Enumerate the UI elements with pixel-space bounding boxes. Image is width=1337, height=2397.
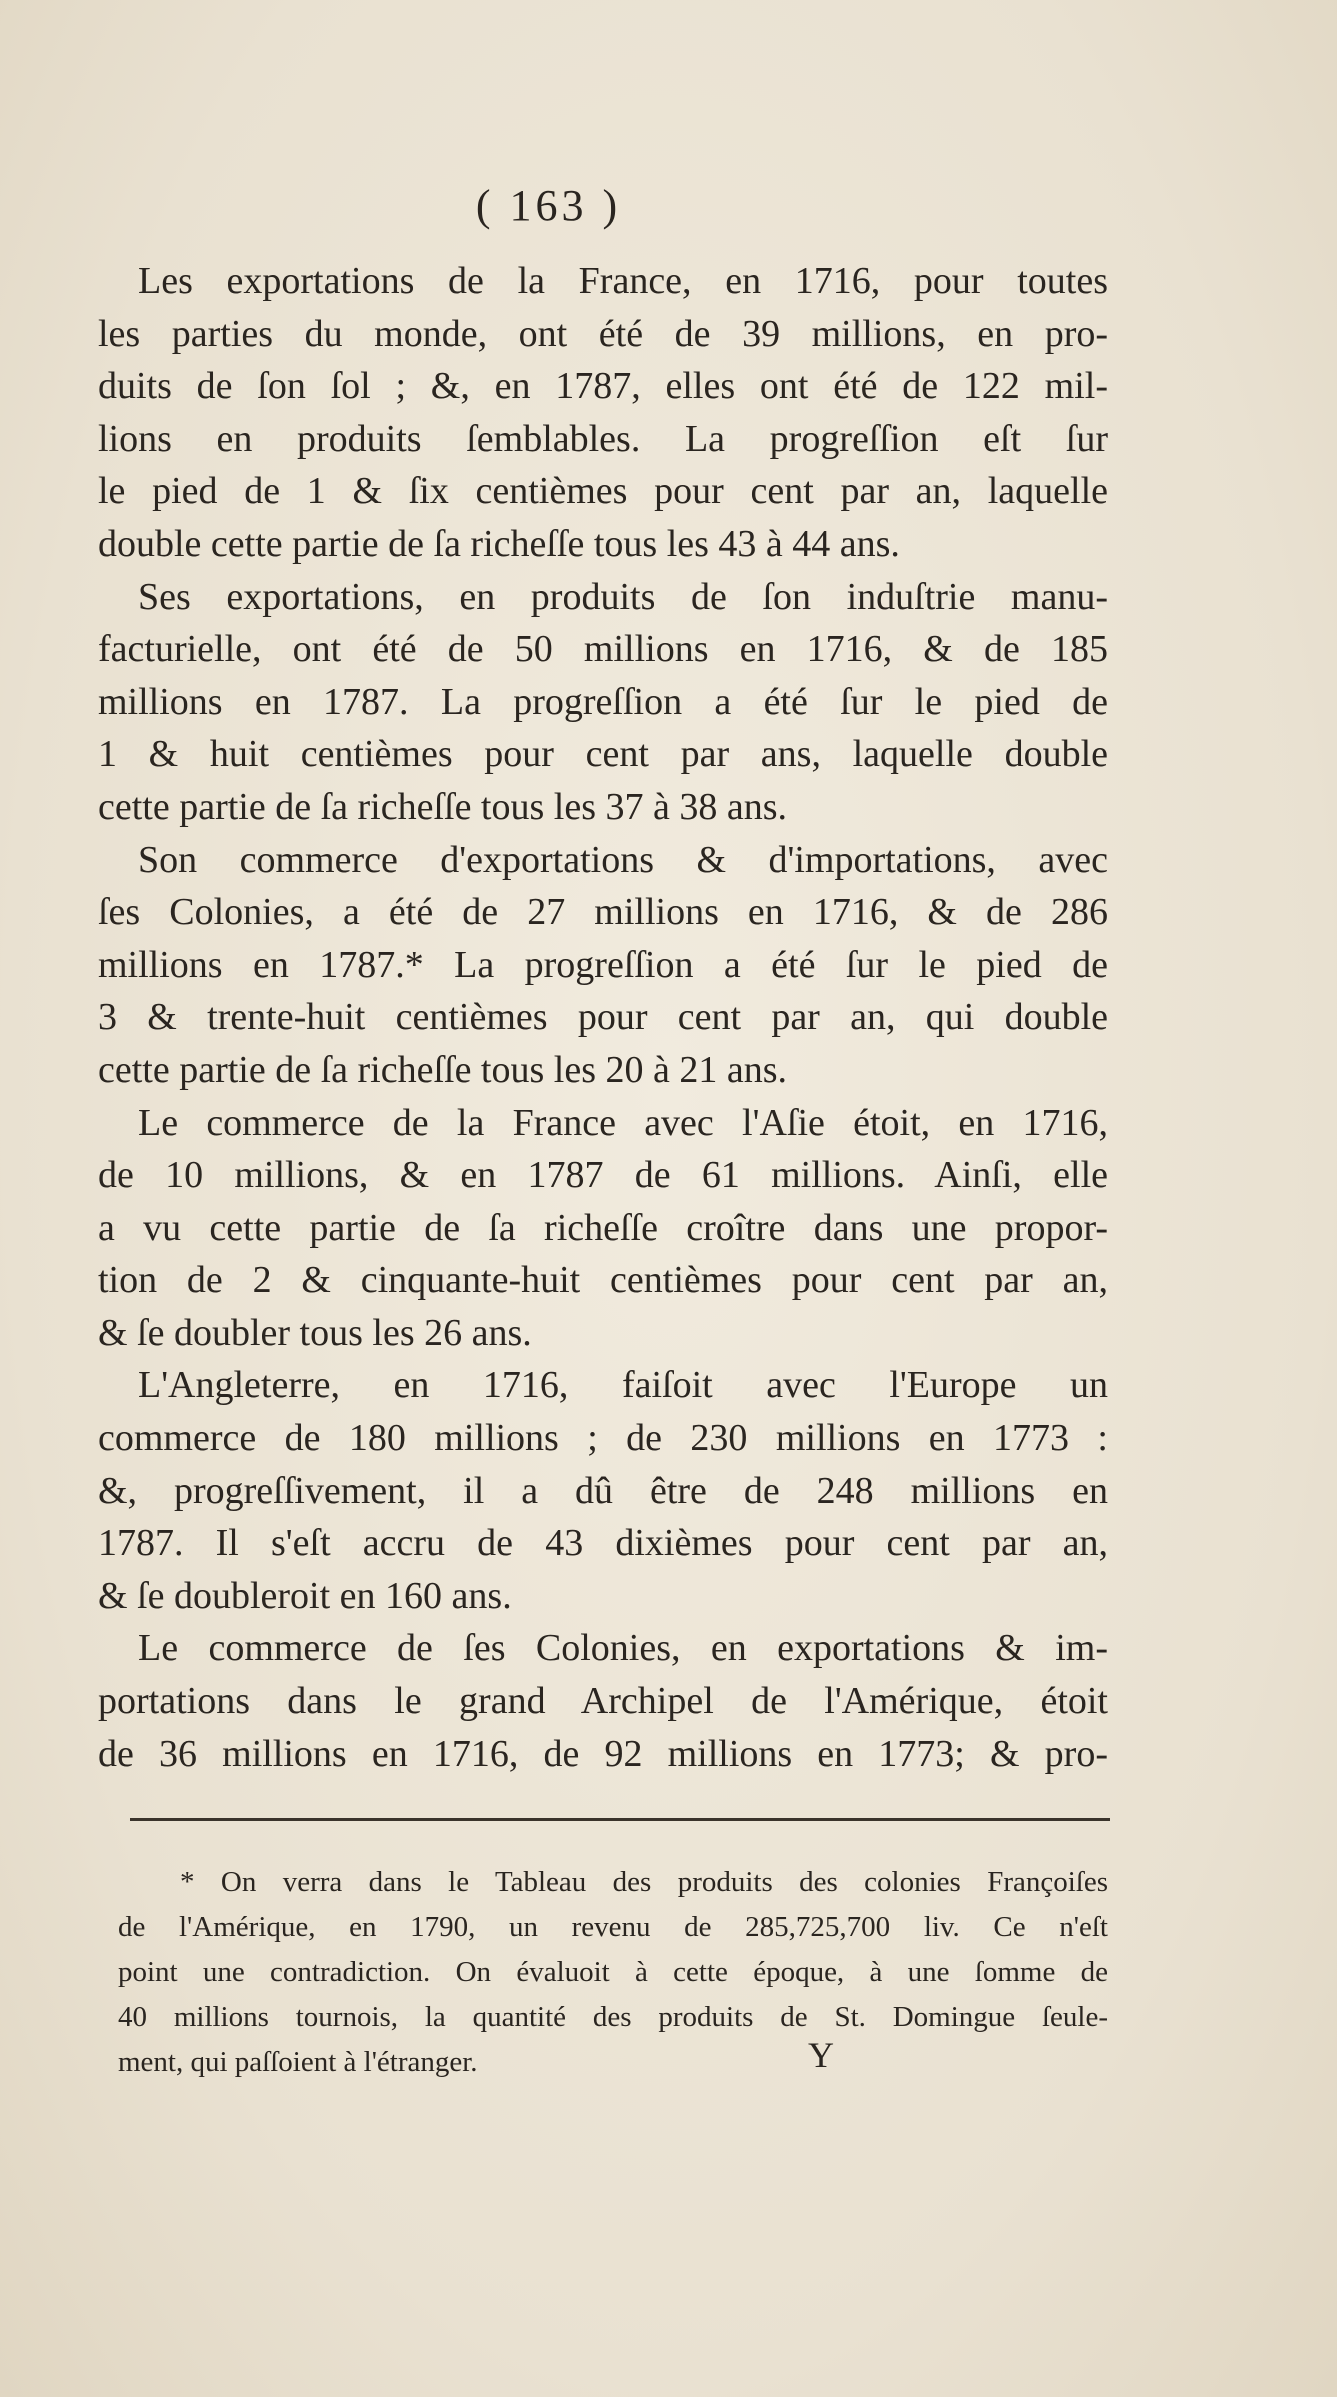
text-line: tion de 2 & cinquante-huit centièmes pour cent par an,	[98, 1259, 1108, 1302]
footnote	[118, 1860, 1108, 2085]
text-line: 1 & huit centièmes pour cent par ans, laquelle double	[98, 733, 1108, 776]
text-line: Le commerce de la France avec l'Aſie étoit, en 1716,	[138, 1101, 1108, 1144]
text-line: duits de ſon ſol ; &, en 1787, elles ont été de 122 mil-	[98, 365, 1108, 408]
text-line: de 36 millions en 1716, de 92 millions en 1773; & pro-	[98, 1732, 1108, 1775]
text-line: Le commerce de ſes Colonies, en exportations & im-	[138, 1627, 1108, 1670]
text-line: Ses exportations, en produits de ſon induſtrie manu-	[138, 575, 1108, 618]
text-line: double cette partie de ſa richeſſe tous les 43 à 44 ans.	[98, 522, 900, 565]
text-line: & ſe doubler tous les 26 ans.	[98, 1311, 532, 1354]
text-line: &, progreſſivement, il a dû être de 248 millions en	[98, 1469, 1108, 1512]
main-text	[98, 255, 1108, 1780]
text-line: portations dans le grand Archipel de l'Amérique, étoit	[98, 1680, 1108, 1723]
footnote-line: * On verra dans le Tableau des produits des colonies Françoiſes	[180, 1866, 1108, 1898]
text-line: cette partie de ſa richeſſe tous les 20 à 21 ans.	[98, 1048, 788, 1091]
text-line: facturielle, ont été de 50 millions en 1716, & de 185	[98, 628, 1108, 671]
text-line: commerce de 180 millions ; de 230 millions en 1773 :	[98, 1417, 1108, 1460]
page-number	[0, 180, 1337, 231]
text-line: 3 & trente-huit centièmes pour cent par an, qui double	[98, 996, 1108, 1039]
text-line: millions en 1787.* La progreſſion a été ſur le pied de	[98, 943, 1108, 986]
text-line: le pied de 1 & ſix centièmes pour cent par an, laquelle	[98, 470, 1108, 513]
text-line: les parties du monde, ont été de 39 millions, en pro-	[98, 312, 1108, 355]
text-line: de 10 millions, & en 1787 de 61 millions. Ainſi, elle	[98, 1154, 1108, 1197]
paragraph	[98, 1359, 1108, 1622]
text-line: Son commerce d'exportations & d'importations, avec	[138, 838, 1108, 881]
text-line: Les exportations de la France, en 1716, pour toutes	[138, 260, 1108, 302]
text-line: & ſe doubleroit en 160 ans.	[98, 1574, 512, 1617]
text-line: millions en 1787. La progreſſion a été ſur le pied de	[98, 680, 1108, 723]
text-line: a vu cette partie de ſa richeſſe croître dans une propor-	[98, 1206, 1108, 1249]
footnote-rule	[130, 1818, 1110, 1821]
text-line: L'Angleterre, en 1716, faiſoit avec l'Europe un	[138, 1364, 1108, 1407]
text-line: ſes Colonies, a été de 27 millions en 1716, & de 286	[98, 891, 1108, 934]
signature-mark: Y	[808, 2035, 834, 2075]
paragraph	[98, 255, 1108, 571]
paragraph	[98, 1097, 1108, 1360]
footnote-line: 40 millions tournois, la quantité des produits de St. Domingue ſeule-	[118, 2001, 1108, 2033]
footnote-line: de l'Amérique, en 1790, un revenu de 285,725,700 liv. Ce n'eſt	[118, 1911, 1108, 1943]
text-line: 1787. Il s'eſt accru de 43 dixièmes pour cent par an,	[98, 1522, 1108, 1565]
footnote-line: ment, qui paſſoient à l'étranger.	[118, 2046, 478, 2078]
paragraph	[98, 834, 1108, 1097]
paragraph	[98, 1622, 1108, 1780]
text-line: cette partie de ſa richeſſe tous les 37 à 38 ans.	[98, 785, 788, 828]
footnote-line: point une contradiction. On évaluoit à cette époque, à une ſomme de	[118, 1956, 1108, 1988]
paragraph	[98, 571, 1108, 834]
text-line: lions en produits ſemblables. La progreſſion eſt ſur	[98, 417, 1108, 460]
page-number-text: ( 163 )	[475, 181, 622, 230]
